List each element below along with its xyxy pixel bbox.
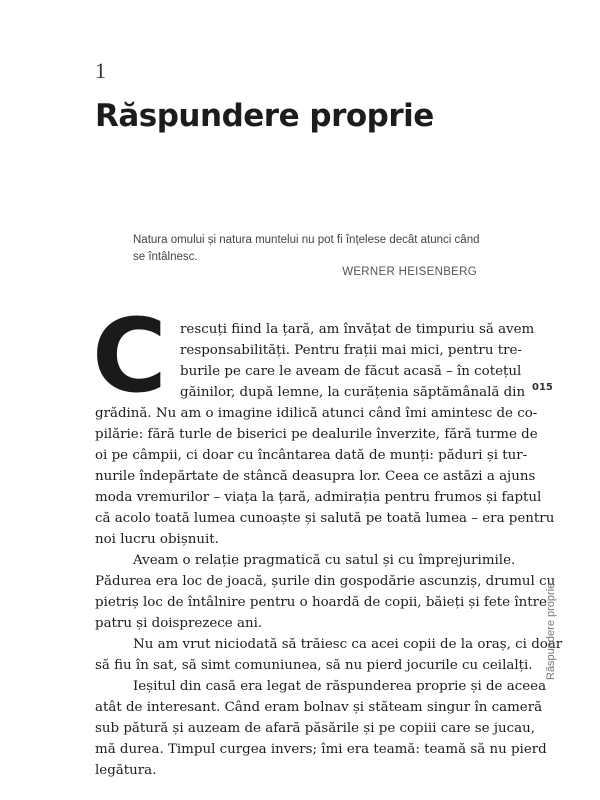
epigraph-quote: Natura omului și natura muntelui nu pot fi înțelese decât atunci când se întâlnesc. bbox=[133, 234, 480, 263]
body-line: Aveam o relație pragmatică cu satul și cu împrejurimile. bbox=[133, 553, 516, 568]
body-line: responsabilități. Pentru frații mai mici, pentru tre- bbox=[180, 343, 522, 358]
body-line: Pădurea era loc de joacă, șurile din gospodărie ascunziș, drumul cu bbox=[95, 574, 556, 589]
body-line: grădină. Nu am o imagine idilică atunci când îmi amintesc de co- bbox=[95, 406, 538, 421]
body-line: legătura. bbox=[95, 763, 157, 778]
body-line: că acolo toată lumea cunoaște și salută pe toată lumea – era pentru bbox=[95, 511, 555, 526]
body-line: sub pătură și auzeam de afară păsările și pe copiii care se jucau, bbox=[95, 721, 535, 736]
chapter-number: 1 bbox=[95, 58, 106, 83]
body-line: atât de interesant. Când eram bolnav și stăteam singur în cameră bbox=[95, 700, 543, 715]
chapter-title: Răspundere proprie bbox=[95, 98, 434, 134]
body-line: mă durea. Timpul curgea invers; îmi era teamă: teamă să nu pierd bbox=[95, 742, 547, 757]
page-number: 015 bbox=[532, 382, 553, 393]
body-line: pilărie: fără turle de biserici pe dealurile înverzite, fără turme de bbox=[95, 427, 538, 442]
body-line: pietriș loc de întâlnire pentru o hoardă de copii, băieți și fete între bbox=[95, 595, 547, 610]
drop-cap: C bbox=[92, 297, 167, 416]
body-line: rescuți fiind la țară, am învățat de timpuriu să avem bbox=[180, 322, 535, 337]
body-line: nurile îndepărtate de stâncă deasupra lor. Ceea ce astăzi a ajuns bbox=[95, 469, 536, 484]
body-line: Nu am vrut niciodată să trăiesc ca acei copii de la oraș, ci doar bbox=[133, 637, 563, 652]
running-head: Răspundere proprie bbox=[545, 582, 557, 680]
body-line: oi pe câmpii, ci doar cu încântarea dată de munți: păduri și tur- bbox=[95, 448, 528, 463]
body-line: găinilor, după lemne, la curățenia săptămânală din bbox=[180, 385, 526, 400]
body-line: moda vremurilor – viața la țară, admirația pentru frumos și faptul bbox=[95, 490, 542, 505]
body-line: Ieșitul din casă era legat de răspunderea proprie și de aceea bbox=[133, 679, 547, 694]
body-line: patru și doisprezece ani. bbox=[95, 616, 263, 631]
body-line: să fiu în sat, să simt comuniunea, să nu pierd jocurile cu ceilalți. bbox=[95, 658, 533, 673]
body-line: burile pe care le aveam de făcut acasă – în cotețul bbox=[180, 364, 522, 379]
epigraph-author: WERNER HEISENBERG bbox=[342, 266, 477, 278]
body-line: noi lucru obișnuit. bbox=[95, 532, 219, 547]
